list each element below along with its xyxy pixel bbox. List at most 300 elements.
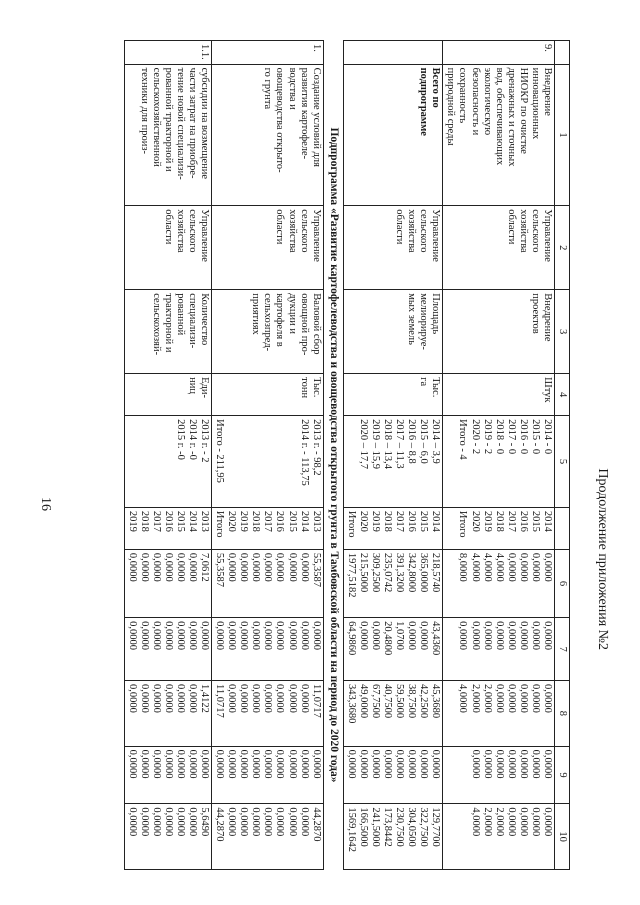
column-header: 8 <box>554 681 569 747</box>
cell-line: 2015 <box>529 510 541 532</box>
cell-line: 0,0000 <box>406 749 418 779</box>
cell-line: области <box>274 209 286 245</box>
cell-line: 2017 <box>262 510 274 532</box>
cell-indicator <box>443 290 555 374</box>
cell-line: 0,0000 <box>238 807 250 837</box>
cell-line: 2015 г. -0 <box>174 419 186 460</box>
cell-line: 2014 <box>298 510 310 532</box>
cell-line: 0,0000 <box>138 621 150 650</box>
cell-year <box>443 507 555 549</box>
cell-line: 0,0000 <box>274 684 286 713</box>
cell-line: 4,0000 <box>457 684 469 713</box>
cell-c10 <box>124 804 211 870</box>
cell-line: 391,3200 <box>394 552 406 593</box>
cell-line: 11,0717 <box>310 684 322 718</box>
cell-line: природной среды <box>445 67 457 146</box>
column-header: 1 <box>554 64 569 206</box>
cell-executor <box>124 206 211 290</box>
cell-line: 0,0000 <box>150 552 162 582</box>
cell-line: 0,0000 <box>505 749 517 779</box>
cell-line: 342,8000 <box>406 552 418 593</box>
cell-line <box>237 419 249 504</box>
cell-line: 55,3587 <box>214 552 226 588</box>
cell-line: 2013 г. - 98,2 <box>310 419 322 476</box>
cell-line: 0,0000 <box>529 552 541 582</box>
cell-c10 <box>212 804 324 870</box>
cell-line: 0,0000 <box>469 621 481 650</box>
cell-line: 0,0000 <box>286 684 298 713</box>
cell-target <box>124 416 211 508</box>
cell-line: 2015 <box>174 510 186 532</box>
cell-line: 0,0000 <box>529 807 541 837</box>
cell-line: 0,0000 <box>226 552 238 582</box>
cell-c8 <box>343 681 443 747</box>
column-header: 7 <box>554 618 569 681</box>
cell-line: 49,0000 <box>358 684 369 719</box>
cell-line: 0,0000 <box>226 807 238 837</box>
cell-line: 0,0000 <box>358 621 369 650</box>
cell-line <box>225 419 237 504</box>
column-header <box>554 41 569 65</box>
cell-line: 2,0000 <box>481 684 493 713</box>
column-header: 4 <box>554 374 569 416</box>
cell-line: 0,0000 <box>226 749 238 779</box>
cell-line: 0,0000 <box>162 552 174 582</box>
cell-line: 2019 <box>481 510 493 532</box>
page-number <box>37 492 53 516</box>
cell-line: га <box>418 377 430 387</box>
cell-line: Итого - 211,95 <box>214 419 226 483</box>
cell-line: Управление <box>199 209 211 262</box>
cell-line: 0,0000 <box>262 749 274 779</box>
cell-line: 0,0000 <box>162 807 174 837</box>
cell-line: дукции и <box>286 293 298 334</box>
cell-line: 0,0000 <box>370 621 382 650</box>
cell-line: Штук <box>541 377 553 403</box>
cell-line: 0,0000 <box>238 684 250 713</box>
cell-line: 0,0000 <box>517 621 529 650</box>
cell-line: 0,0000 <box>274 749 286 779</box>
cell-c10 <box>343 804 443 870</box>
cell-line: 67,7500 <box>370 684 382 719</box>
cell-line: Еди- <box>199 377 211 399</box>
cell-line: 4,0000 <box>469 807 481 837</box>
cell-line: 0,0000 <box>493 621 505 650</box>
cell-year <box>124 507 211 549</box>
cell-line: Создание условий для <box>310 67 322 167</box>
cell-line: 0,0000 <box>310 749 322 779</box>
cell-line: 0,0000 <box>187 749 199 779</box>
cell-target <box>443 416 555 508</box>
cell-line: 0,0000 <box>505 807 517 837</box>
cell-line: Управление <box>430 209 442 262</box>
cell-line: 0,0000 <box>162 684 174 713</box>
cell-number: 1.1. <box>124 41 211 65</box>
cell-line: 2016 - 0 <box>517 419 529 455</box>
cell-line: 38,7500 <box>406 684 418 719</box>
cell-line: 5,6490 <box>199 807 211 837</box>
cell-line: 0,0000 <box>493 684 505 713</box>
table-row <box>124 41 211 870</box>
cell-line: 2014 <box>187 510 199 532</box>
cell-line: 0,0000 <box>238 621 250 650</box>
cell-line: 0,0000 <box>126 749 138 779</box>
cell-line: 0,0000 <box>541 684 553 713</box>
cell-line: области <box>505 209 517 245</box>
cell-line: 2015 - 0 <box>529 419 541 455</box>
cell-line: 0,0000 <box>286 749 298 779</box>
cell-line: 0,0000 <box>481 749 493 779</box>
cell-line: 0,0000 <box>262 621 274 650</box>
cell-line: 0,0000 <box>298 807 310 837</box>
cell-line: 218,5740 <box>430 552 442 593</box>
column-header: 6 <box>554 549 569 617</box>
cell-line: 0,0000 <box>214 621 226 650</box>
cell-line: го грунта <box>262 67 274 110</box>
cell-line: 0,0000 <box>187 621 199 650</box>
cell-line: 0,0000 <box>505 684 517 713</box>
cell-line: 2,0000 <box>481 807 493 837</box>
cell-line: мелиорируе- <box>418 293 430 350</box>
cell-line: 0,0000 <box>517 552 529 582</box>
cell-line: Итого <box>457 510 469 538</box>
cell-line: 309,2500 <box>370 552 382 593</box>
cell-unit <box>343 374 443 416</box>
cell-indicator <box>124 290 211 374</box>
cell-line: 0,0000 <box>187 807 199 837</box>
cell-name <box>212 64 324 206</box>
cell-line: 2019 - 2 <box>481 419 493 455</box>
cell-line: 304,0500 <box>406 807 418 847</box>
cell-line: 2013 <box>199 510 211 532</box>
cell-line: 4,0000 <box>493 552 505 582</box>
cell-line: 11,0717 <box>214 684 226 718</box>
cell-line: 4,0000 <box>469 552 481 582</box>
cell-line: 0,0000 <box>286 552 298 582</box>
appendix-title: Продолжение приложения №2 <box>595 468 610 650</box>
cell-c9 <box>343 746 443 804</box>
cell-line: тракторной и <box>162 293 174 353</box>
cell-line: 0,0000 <box>226 621 238 650</box>
cell-line: 0,0000 <box>238 552 250 582</box>
cell-line: 8,0000 <box>457 552 469 582</box>
cell-c9 <box>443 746 555 804</box>
cell-line: 2018 <box>138 510 150 532</box>
cell-line: 2018 <box>493 510 505 532</box>
cell-line: 43,4360 <box>430 621 442 656</box>
cell-line: 20,4800 <box>382 621 394 656</box>
cell-line: 0,0000 <box>262 684 274 713</box>
cell-name <box>443 64 555 206</box>
cell-c6 <box>343 549 443 617</box>
cell-line: 0,0000 <box>250 621 262 650</box>
cell-line: части затрат на приобре- <box>187 67 199 179</box>
cell-line: 0,0000 <box>418 749 430 779</box>
cell-line: ниц <box>187 377 199 394</box>
cell-c6 <box>443 549 555 617</box>
cell-line <box>285 419 297 504</box>
cell-line: сельскохозяй- <box>150 293 162 356</box>
cell-line: 1977,5182 <box>345 552 357 598</box>
cell-line: Итого <box>214 510 226 538</box>
cell-line: 1569,1642 <box>345 807 357 852</box>
cell-line: 2014 <box>430 510 442 532</box>
cell-line: 0,0000 <box>150 621 162 650</box>
cell-line: подпрограмме <box>418 67 430 136</box>
cell-line: 0,0000 <box>430 749 442 779</box>
cell-line: хозяйства <box>174 209 186 253</box>
cell-line: специализи- <box>187 293 199 349</box>
cell-line: Управление <box>310 209 322 262</box>
cell-line: экологическую <box>481 67 493 136</box>
cell-name <box>124 64 211 206</box>
cell-line: 2020 <box>469 510 481 532</box>
cell-line: 2013 г. - 2 <box>199 419 211 463</box>
cell-c8 <box>212 681 324 747</box>
cell-line: 2015 – 6,0 <box>418 419 430 464</box>
cell-line: Количество <box>199 293 211 346</box>
cell-c8 <box>124 681 211 747</box>
cell-line: хозяйства <box>286 209 298 253</box>
cell-line: 0,0000 <box>310 621 322 650</box>
subprogram-row <box>323 41 343 870</box>
cell-line: 45,3680 <box>430 684 442 719</box>
cell-line: 2017 - 0 <box>505 419 517 455</box>
cell-line: 2020 – 17,7 <box>358 419 369 469</box>
cell-line: 1,0700 <box>394 621 406 650</box>
cell-line: 0,0000 <box>162 621 174 650</box>
cell-line: 0,0000 <box>298 621 310 650</box>
cell-line: развития картофеле- <box>298 67 310 160</box>
cell-line: 0,0000 <box>162 749 174 779</box>
cell-line: 2018 <box>250 510 262 532</box>
cell-line: тонн <box>298 377 310 399</box>
cell-line: 0,0000 <box>298 749 310 779</box>
cell-line: 2016 – 8,8 <box>406 419 418 464</box>
cell-line: 0,0000 <box>274 807 286 837</box>
cell-line: 0,0000 <box>345 749 357 779</box>
cell-line: 0,0000 <box>517 749 529 779</box>
cell-indicator <box>212 290 324 374</box>
cell-line: 2019 <box>238 510 250 532</box>
cell-line: 166,5000 <box>358 807 369 847</box>
cell-line: 2016 <box>406 510 418 532</box>
cell-line: 2020 - 2 <box>469 419 481 455</box>
cell-line: Тыс. <box>310 377 322 398</box>
cell-line: Внедрение <box>541 67 553 116</box>
cell-line: Управление <box>541 209 553 262</box>
cell-line: 64,9860 <box>345 621 357 656</box>
cell-line: 0,0000 <box>493 749 505 779</box>
cell-line: 0,0000 <box>126 807 138 837</box>
cell-line: 2014 <box>541 510 553 532</box>
cell-line: 0,0000 <box>505 621 517 650</box>
cell-line: 0,0000 <box>126 621 138 650</box>
column-header: 10 <box>554 804 569 870</box>
cell-line: техники для произ- <box>138 67 150 154</box>
cell-line: Внедрение <box>541 293 553 342</box>
cell-line <box>261 419 273 504</box>
cell-line: Тыс. <box>430 377 442 398</box>
cell-line: 55,3587 <box>310 552 322 588</box>
cell-line: 241,5000 <box>370 807 382 847</box>
cell-line: рованной тракторной и <box>162 67 174 172</box>
cell-line: 0,0000 <box>138 749 150 779</box>
column-header: 3 <box>554 290 569 374</box>
cell-line: 0,0000 <box>199 621 211 650</box>
cell-c9 <box>212 746 324 804</box>
cell-number: 1. <box>212 41 324 65</box>
cell-line: 2016 <box>274 510 286 532</box>
cell-c6 <box>212 549 324 617</box>
cell-unit <box>212 374 324 416</box>
cell-unit <box>443 374 555 416</box>
cell-line: 2019 – 15,9 <box>370 419 382 469</box>
cell-c9 <box>124 746 211 804</box>
cell-line: 2018 <box>382 510 394 532</box>
cell-line: 0,0000 <box>529 749 541 779</box>
rotated-table-area <box>96 40 570 870</box>
cell-line: сельскохозяйственной <box>150 67 162 167</box>
cell-line: 173,8442 <box>382 807 394 847</box>
cell-line: 44,2870 <box>310 807 322 842</box>
cell-line: овощеводства открыто- <box>274 67 286 173</box>
cell-line: 129,7700 <box>430 807 442 847</box>
cell-line: 2014 - 0 <box>541 419 553 455</box>
cell-line: хозяйства <box>406 209 418 253</box>
cell-line: 0,0000 <box>174 749 186 779</box>
cell-line: 2017 <box>505 510 517 532</box>
cell-line: 2016 <box>162 510 174 532</box>
cell-line: 0,0000 <box>126 552 138 582</box>
cell-line: 2019 <box>370 510 382 532</box>
cell-line: 2017 <box>394 510 406 532</box>
cell-line: Итого - 4 <box>457 419 469 460</box>
cell-line: 0,0000 <box>174 807 186 837</box>
cell-c8 <box>443 681 555 747</box>
cell-line: 0,0000 <box>274 552 286 582</box>
cell-line: 0,0000 <box>298 684 310 713</box>
cell-c10 <box>443 804 555 870</box>
table-row <box>212 41 324 870</box>
column-header: 2 <box>554 206 569 290</box>
cell-line: сельского <box>298 209 310 253</box>
cell-unit <box>124 374 211 416</box>
cell-executor <box>212 206 324 290</box>
cell-line: 0,0000 <box>187 684 199 713</box>
cell-line: 0,0000 <box>286 621 298 650</box>
cell-line: 2017 <box>150 510 162 532</box>
cell-line: 0,0000 <box>138 552 150 582</box>
cell-line: 0,0000 <box>138 684 150 713</box>
cell-line: 365,0000 <box>418 552 430 593</box>
cell-line: 0,0000 <box>150 684 162 713</box>
cell-line: 0,0000 <box>150 749 162 779</box>
cell-number: 9. <box>443 41 555 65</box>
cell-line: 42,2500 <box>418 684 430 719</box>
cell-line: 0,0000 <box>262 807 274 837</box>
table-row <box>343 41 443 870</box>
cell-c6 <box>124 549 211 617</box>
cell-c7 <box>343 618 443 681</box>
cell-line <box>249 419 261 504</box>
cell-line: 0,0000 <box>298 552 310 582</box>
cell-line: сельского <box>187 209 199 253</box>
cell-line: 4,0000 <box>481 552 493 582</box>
cell-line: рованной <box>174 293 186 336</box>
cell-line: 0,0000 <box>541 552 553 582</box>
cell-line: 0,0000 <box>358 749 369 779</box>
header-row <box>554 41 569 870</box>
cell-line: овощной про- <box>298 293 310 356</box>
cell-line: 7,0612 <box>199 552 211 582</box>
cell-line: сельского <box>529 209 541 253</box>
cell-line: 0,0000 <box>262 552 274 582</box>
cell-line: 2020 <box>358 510 369 532</box>
cell-line: 0,0000 <box>457 621 469 650</box>
cell-line: Всего по <box>430 67 442 108</box>
cell-line: 2019 <box>126 510 138 532</box>
cell-line: водства и <box>286 67 298 110</box>
cell-line: тение новой специализи- <box>174 67 186 180</box>
cell-line: 0,0000 <box>250 807 262 837</box>
cell-line: приятиях <box>250 293 262 335</box>
cell-line: безопасность и <box>469 67 481 136</box>
cell-line: 0,0000 <box>418 621 430 650</box>
cell-line: 0,0000 <box>138 807 150 837</box>
cell-line: 0,0000 <box>174 684 186 713</box>
cell-line: 0,0000 <box>214 749 226 779</box>
cell-year <box>343 507 443 549</box>
cell-executor <box>443 206 555 290</box>
cell-c7 <box>212 618 324 681</box>
cell-line: 59,5000 <box>394 684 406 719</box>
cell-line: 0,0000 <box>150 807 162 837</box>
cell-line: 0,0000 <box>126 684 138 713</box>
cell-line: 0,0000 <box>250 684 262 713</box>
cell-indicator <box>343 290 443 374</box>
cell-line: 2014 – 3,9 <box>430 419 442 464</box>
cell-line: 2020 <box>226 510 238 532</box>
cell-line: 2,0000 <box>493 807 505 837</box>
cell-line: 0,0000 <box>517 684 529 713</box>
cell-line: 0,0000 <box>529 684 541 713</box>
subprogram-title: Подпрограмма «Развитие картофелеводства и овощеводства открытого грунта в Тамбовской области на период до 2020 года» <box>323 41 343 870</box>
cell-line: 1,4122 <box>199 684 211 713</box>
cell-line: 2017 – 11,3 <box>394 419 406 469</box>
cell-number <box>343 41 443 65</box>
cell-line: 0,0000 <box>250 552 262 582</box>
cell-line: проектов <box>529 293 541 334</box>
cell-line: 2016 <box>517 510 529 532</box>
cell-line: области <box>162 209 174 245</box>
cell-line: 0,0000 <box>394 749 406 779</box>
cell-line: 44,2870 <box>214 807 226 842</box>
cell-line: 0,0000 <box>238 749 250 779</box>
cell-year <box>212 507 324 549</box>
cell-line: 2018 – 13,4 <box>382 419 394 469</box>
cell-line: сельхозпред- <box>262 293 274 352</box>
cell-line: 0,0000 <box>541 749 553 779</box>
cell-line: области <box>394 209 406 245</box>
cell-line: 0,0000 <box>541 807 553 837</box>
cell-target <box>212 416 324 508</box>
cell-line <box>273 419 285 504</box>
cell-line: 2018 - 0 <box>493 419 505 455</box>
cell-line: 0,0000 <box>469 749 481 779</box>
cell-line: картофеля в <box>274 293 286 347</box>
cell-line: 0,0000 <box>529 621 541 650</box>
